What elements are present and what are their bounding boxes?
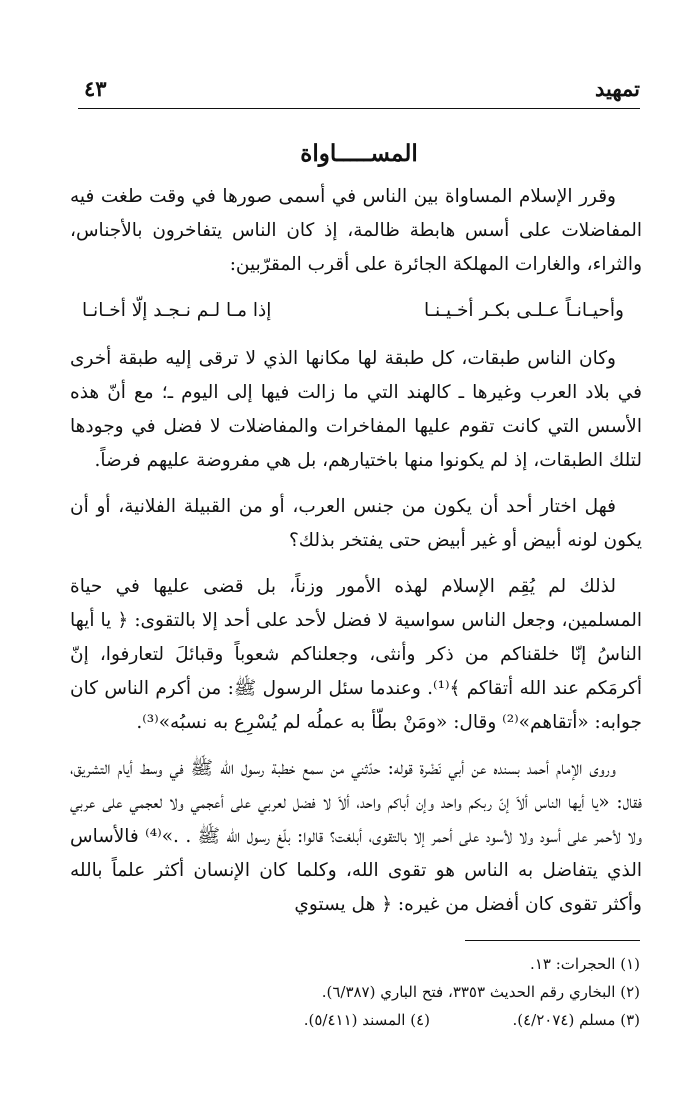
- paragraph-5: وروى الإمام أحمد بسنده عن أبي نَضْرة قوله: حدّثني من سمع خطبة رسول الله ﷺ في وسط أيام التشريق، فقال: «يا أيها الناس ألاَ إنّ ربكم واحد وإن أباكم واحد، ألاَ لا فضل لعربي على أعجمي ولا لعجمي على عربي ولا لأحمر على أسود ولا لأسود على أحمر إلا بالتقوى، أبلغت؟ قالوا: بلّغ رسول الله ﷺ . .»⁽⁴⁾ فالأساس الذي يتفاضل به الناس هو تقوى الله، وكلما كان الإنسان أكثر علماً بالله وأكثر تقوى كان أفضل من غيره: ﴿ هل يستوي: [70, 758, 643, 915]
- header-rule: [78, 108, 640, 109]
- footnote-rule: [465, 940, 640, 941]
- footnote-4: (٤) المسند (٥/٤١١).: [303, 1011, 430, 1029]
- verse-second-hemistich: إذا مـا لـم نـجـد إلّا أخـانـا: [82, 300, 272, 321]
- footnotes: [90, 950, 640, 1034]
- footnote-row: [90, 1006, 640, 1034]
- poetry-verse: [70, 294, 642, 328]
- section-title: المســـــاواة: [300, 140, 418, 167]
- chapter-title: تمهيد: [594, 76, 640, 101]
- footnote-1: (١) الحجرات: ١٣.: [530, 955, 640, 973]
- page-number: ٤٣: [84, 76, 107, 101]
- paragraph-4: لذلك لم يُقِم الإسلام لهذه الأمور وزناً، بل قضى عليها في حياة المسلمين، وجعل الناس سواسية لا فضل لأحد على أحد إلا بالتقوى: ﴿ يا أيها الناسُ إنّا خلقناكم من ذكر وأنثى، وجعلناكم شعوباً وقبائلَ لتعارفوا، إنّ أكرمَكم عند الله أتقاكم ﴾⁽¹⁾. وعندما سئل الرسول ﷺ: من أكرم الناس كان جوابه: «أتقاهم»⁽²⁾ وقال: «ومَنْ بطّأ به عملُه لم يُسْرِع به نسبُه»⁽³⁾.: [70, 576, 642, 733]
- paragraph-1: وقرر الإسلام المساواة بين الناس في أسمى صورها في وقت طغت فيه المفاضلات على أسس هابطة ظالمة، إذ كان الناس يتفاخرون بالأجناس، والثراء، والغارات المهلكة الجائرة على أقرب المقرّبين:: [70, 186, 642, 275]
- body-text: [70, 180, 642, 934]
- footnote-2: (٢) البخاري رقم الحديث ٣٣٥٣، فتح الباري (٦/٣٨٧).: [321, 983, 640, 1001]
- paragraph-2: وكان الناس طبقات، كل طبقة لها مكانها الذي لا ترقى إليه طبقة أخرى في بلاد العرب وغيرها ـ كالهند التي ما زالت فيها إلى اليوم ـ؛ مع أنّ هذه الأسس التي كانت تقوم عليها المفاخرات والمفاضلات لا فضل في وجودها لتلك الطبقات، إذ لم يكونوا منها باختيارهم، بل هي مفروضة عليهم فرضاً.: [70, 348, 642, 471]
- footnote-3: (٣) مسلم (٤/٢٠٧٤).: [512, 1011, 640, 1029]
- running-header: [78, 76, 640, 106]
- verse-first-hemistich: وأحيـانـاً عـلـى بكـر أخـيـنـا: [423, 300, 624, 321]
- paragraph-3: فهل اختار أحد أن يكون من جنس العرب، أو من القبيلة الفلانية، أو أن يكون لونه أبيض أو غير أبيض حتى يفتخر بذلك؟: [70, 496, 642, 551]
